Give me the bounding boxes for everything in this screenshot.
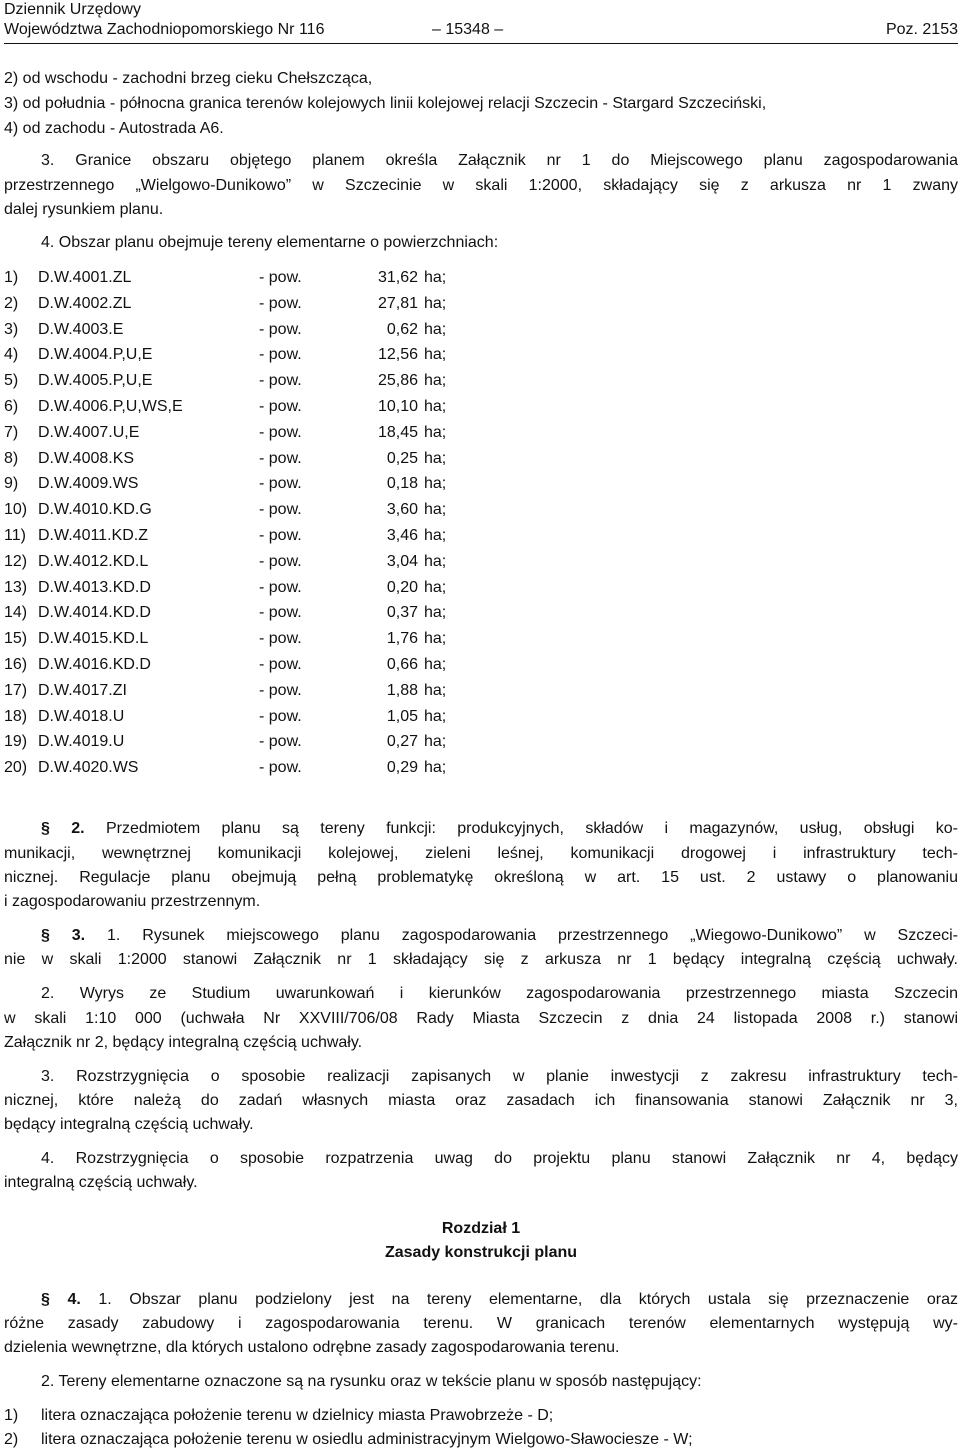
plot-area-value: 0,37 (386, 604, 418, 621)
plot-area-unit: ha; (424, 604, 447, 621)
plot-area-unit: ha; (424, 682, 447, 699)
par3-line: nie w skali 1:2000 stanowi Załącznik nr 1 składający się z arkusza nr 1 będący integralną częścią uchwały. (4, 951, 958, 968)
par3-line: będący integralną częścią uchwały. (4, 1116, 254, 1133)
item-number: Poz. 2153 (885, 21, 958, 38)
par2-line: munikacji, wewnętrznej komunikacji kolejowej, zieleni leśnej, komunikacji drogowej i infrastruktury tech- (4, 845, 958, 862)
plot-area-value: 3,46 (386, 527, 418, 544)
par4-line: 2. Tereny elementarne oznaczone są na rysunku oraz w tekście planu w sposób następujący: (41, 1373, 702, 1390)
plot-area-label: - pow. (259, 321, 302, 338)
plot-number: 1) (4, 269, 19, 286)
plot-symbol: D.W.4018.U (38, 708, 125, 725)
plot-area-value: 25,86 (377, 372, 418, 389)
plot-number: 10) (4, 501, 28, 518)
par3-line: 3. Rozstrzygnięcia o sposobie realizacji zapisanych w planie inwestycji z zakresu infrastruktury tech- (41, 1068, 958, 1085)
plot-area-value: 1,88 (386, 682, 418, 699)
plot-area-label: - pow. (259, 346, 302, 363)
plot-symbol: D.W.4016.KD.D (38, 656, 151, 673)
plot-area-value: 3,04 (386, 553, 418, 570)
plot-number: 20) (4, 759, 28, 776)
list-item-text: litera oznaczająca położenie terenu w dzielnicy miasta Prawobrzeże - D; (41, 1407, 554, 1424)
plot-area-unit: ha; (424, 398, 447, 415)
plot-number: 12) (4, 553, 28, 570)
boundary-item: 4) od zachodu - Autostrada A6. (4, 120, 224, 137)
plot-area-unit: ha; (424, 759, 447, 776)
plot-area-value: 0,66 (386, 656, 418, 673)
plot-area-label: - pow. (259, 630, 302, 647)
plot-area-label: - pow. (259, 759, 302, 776)
voivodeship-issue: Województwa Zachodniopomorskiego Nr 116 (4, 21, 325, 38)
plot-number: 17) (4, 682, 28, 699)
header-divider (4, 43, 958, 44)
section-sign: § 2. (41, 820, 85, 837)
par2-line: nicznej. Regulacje planu obejmują pełną problematykę określoną w art. 15 ust. 2 ustawy o planowaniu (4, 869, 958, 886)
plot-area-value: 0,29 (386, 759, 418, 776)
header-line (4, 21, 958, 39)
par3-line: 2. Wyrys ze Studium uwarunkowań i kierunków zagospodarowania przestrzennego miasta Szczecin (41, 985, 958, 1002)
plot-number: 4) (4, 346, 19, 363)
plot-area-label: - pow. (259, 295, 302, 312)
plot-number: 18) (4, 708, 28, 725)
plot-area-unit: ha; (424, 450, 447, 467)
plot-area-value: 0,25 (386, 450, 418, 467)
par2-line (41, 818, 958, 840)
plot-area-unit: ha; (424, 501, 447, 518)
plot-area-unit: ha; (424, 372, 447, 389)
plot-number: 13) (4, 579, 28, 596)
boundary-item: 3) od południa - północna granica terenów kolejowych linii kolejowej relacji Szczecin - Stargard Szczeciński, (4, 95, 767, 112)
plot-number: 19) (4, 733, 28, 750)
plot-area-label: - pow. (259, 501, 302, 518)
plot-area-unit: ha; (424, 630, 447, 647)
plot-area-label: - pow. (259, 372, 302, 389)
plot-area-unit: ha; (424, 321, 447, 338)
list-item-number: 2) (4, 1431, 19, 1448)
plot-number: 6) (4, 398, 19, 415)
plot-symbol: D.W.4015.KD.L (38, 630, 149, 647)
plot-symbol: D.W.4014.KD.D (38, 604, 151, 621)
plot-area-label: - pow. (259, 424, 302, 441)
par4-line (41, 1289, 958, 1311)
plot-symbol: D.W.4020.WS (38, 759, 139, 776)
par3-line (41, 925, 958, 947)
par2-line: i zagospodarowaniu przestrzennym. (4, 893, 261, 910)
plot-number: 14) (4, 604, 28, 621)
plot-symbol: D.W.4006.P,U,WS,E (38, 398, 183, 415)
plot-area-unit: ha; (424, 295, 447, 312)
par3-line: Załącznik nr 2, będący integralną częścią uchwały. (4, 1034, 363, 1051)
plot-area-unit: ha; (424, 733, 447, 750)
plot-area-unit: ha; (424, 475, 447, 492)
plot-number: 5) (4, 372, 19, 389)
section-sign: § 4. (41, 1291, 81, 1308)
page-number: – 15348 – (432, 21, 504, 38)
plot-area-unit: ha; (424, 346, 447, 363)
plot-area-value: 18,45 (377, 424, 418, 441)
plot-symbol: D.W.4017.ZI (38, 682, 127, 699)
plot-symbol: D.W.4008.KS (38, 450, 135, 467)
plot-number: 7) (4, 424, 19, 441)
plot-number: 3) (4, 321, 19, 338)
plot-symbol: D.W.4009.WS (38, 475, 139, 492)
plot-area-label: - pow. (259, 269, 302, 286)
plot-symbol: D.W.4003.E (38, 321, 124, 338)
plot-symbol: D.W.4001.ZL (38, 269, 132, 286)
plot-symbol: D.W.4002.ZL (38, 295, 132, 312)
chapter-number: Rozdział 1 (441, 1220, 521, 1237)
plot-number: 16) (4, 656, 28, 673)
plot-area-unit: ha; (424, 708, 447, 725)
plot-area-unit: ha; (424, 269, 447, 286)
plot-symbol: D.W.4005.P,U,E (38, 372, 153, 389)
plot-area-unit: ha; (424, 656, 447, 673)
plot-area-value: 10,10 (377, 398, 418, 415)
plot-area-label: - pow. (259, 527, 302, 544)
par2-text: Przedmiotem planu są tereny funkcji: produkcyjnych, składów i magazynów, usług, obsługi ko- (105, 820, 958, 837)
plot-symbol: D.W.4010.KD.G (38, 501, 152, 518)
plot-number: 9) (4, 475, 19, 492)
plot-number: 8) (4, 450, 19, 467)
plot-symbol: D.W.4011.KD.Z (38, 527, 148, 544)
plot-area-label: - pow. (259, 553, 302, 570)
plot-area-label: - pow. (259, 604, 302, 621)
plot-symbol: D.W.4012.KD.L (38, 553, 149, 570)
plot-area-value: 3,60 (386, 501, 418, 518)
plot-area-value: 0,20 (386, 579, 418, 596)
plot-area-label: - pow. (259, 708, 302, 725)
plot-area-label: - pow. (259, 450, 302, 467)
plot-area-value: 0,18 (386, 475, 418, 492)
plot-symbol: D.W.4019.U (38, 733, 125, 750)
plot-area-label: - pow. (259, 656, 302, 673)
chapter-title: Zasady konstrukcji planu (384, 1244, 578, 1261)
plot-symbol: D.W.4013.KD.D (38, 579, 151, 596)
section-sign: § 3. (41, 927, 86, 944)
plot-area-value: 12,56 (377, 346, 418, 363)
plot-area-unit: ha; (424, 553, 447, 570)
par3-line: w skali 1:10 000 (uchwała Nr XXVIII/706/08 Rady Miasta Szczecin z dnia 24 listopada 2008 r.) stanowi (4, 1010, 958, 1027)
point3-line: 3. Granice obszaru objętego planem określa Załącznik nr 1 do Miejscowego planu zagospodarowania (41, 152, 958, 169)
plot-number: 2) (4, 295, 19, 312)
par3-line: integralną częścią uchwały. (4, 1174, 198, 1191)
point3-line: dalej rysunkiem planu. (4, 201, 164, 218)
par4-line: różne zasady zabudowy i zagospodarowania terenu. W granicach terenów elementarnych występują wy- (4, 1315, 958, 1332)
plot-symbol: D.W.4004.P,U,E (38, 346, 153, 363)
point4-intro: 4. Obszar planu obejmuje tereny elementarne o powierzchniach: (41, 234, 499, 251)
plot-area-label: - pow. (259, 733, 302, 750)
plot-area-value: 1,76 (386, 630, 418, 647)
plot-area-value: 1,05 (386, 708, 418, 725)
plot-symbol: D.W.4007.U,E (38, 424, 140, 441)
plot-area-value: 27,81 (377, 295, 418, 312)
point3-line: przestrzennego „Wielgowo-Dunikowo” w Szczecinie w skali 1:2000, składający się z arkusza nr 1 zwany (4, 177, 958, 194)
plot-area-unit: ha; (424, 579, 447, 596)
list-item-text: litera oznaczająca położenie terenu w osiedlu administracyjnym Wielgowo-Sławociesze - W; (41, 1431, 693, 1448)
plot-area-label: - pow. (259, 579, 302, 596)
plot-area-unit: ha; (424, 527, 447, 544)
boundary-item: 2) od wschodu - zachodni brzeg cieku Chełszcząca, (4, 70, 373, 87)
par3-text: 1. Rysunek miejscowego planu zagospodarowania przestrzennego „Wiegowo-Dunikowo” w Szczeci- (107, 927, 959, 944)
plot-area-value: 0,62 (386, 321, 418, 338)
plot-area-label: - pow. (259, 682, 302, 699)
plot-area-label: - pow. (259, 475, 302, 492)
par3-line: 4. Rozstrzygnięcia o sposobie rozpatrzenia uwag do projektu planu stanowi Załącznik nr 4, będący (41, 1150, 958, 1167)
plot-area-label: - pow. (259, 398, 302, 415)
plot-number: 11) (4, 527, 26, 544)
par4-text: 1. Obszar planu podzielony jest na tereny elementarne, dla których ustala się przeznaczenie oraz (98, 1291, 959, 1308)
plot-area-unit: ha; (424, 424, 447, 441)
publication-title: Dziennik Urzędowy (4, 1, 141, 18)
par4-line: dzielenia wewnętrzne, dla których ustalono odrębne zasady zagospodarowania terenu. (4, 1339, 620, 1356)
list-item-number: 1) (4, 1407, 19, 1424)
par3-line: nicznej, które należą do zadań własnych miasta oraz zasadach ich finansowania stanowi Załącznik nr 3, (4, 1092, 958, 1109)
plot-area-value: 31,62 (377, 269, 418, 286)
plot-number: 15) (4, 630, 28, 647)
plot-area-value: 0,27 (386, 733, 418, 750)
